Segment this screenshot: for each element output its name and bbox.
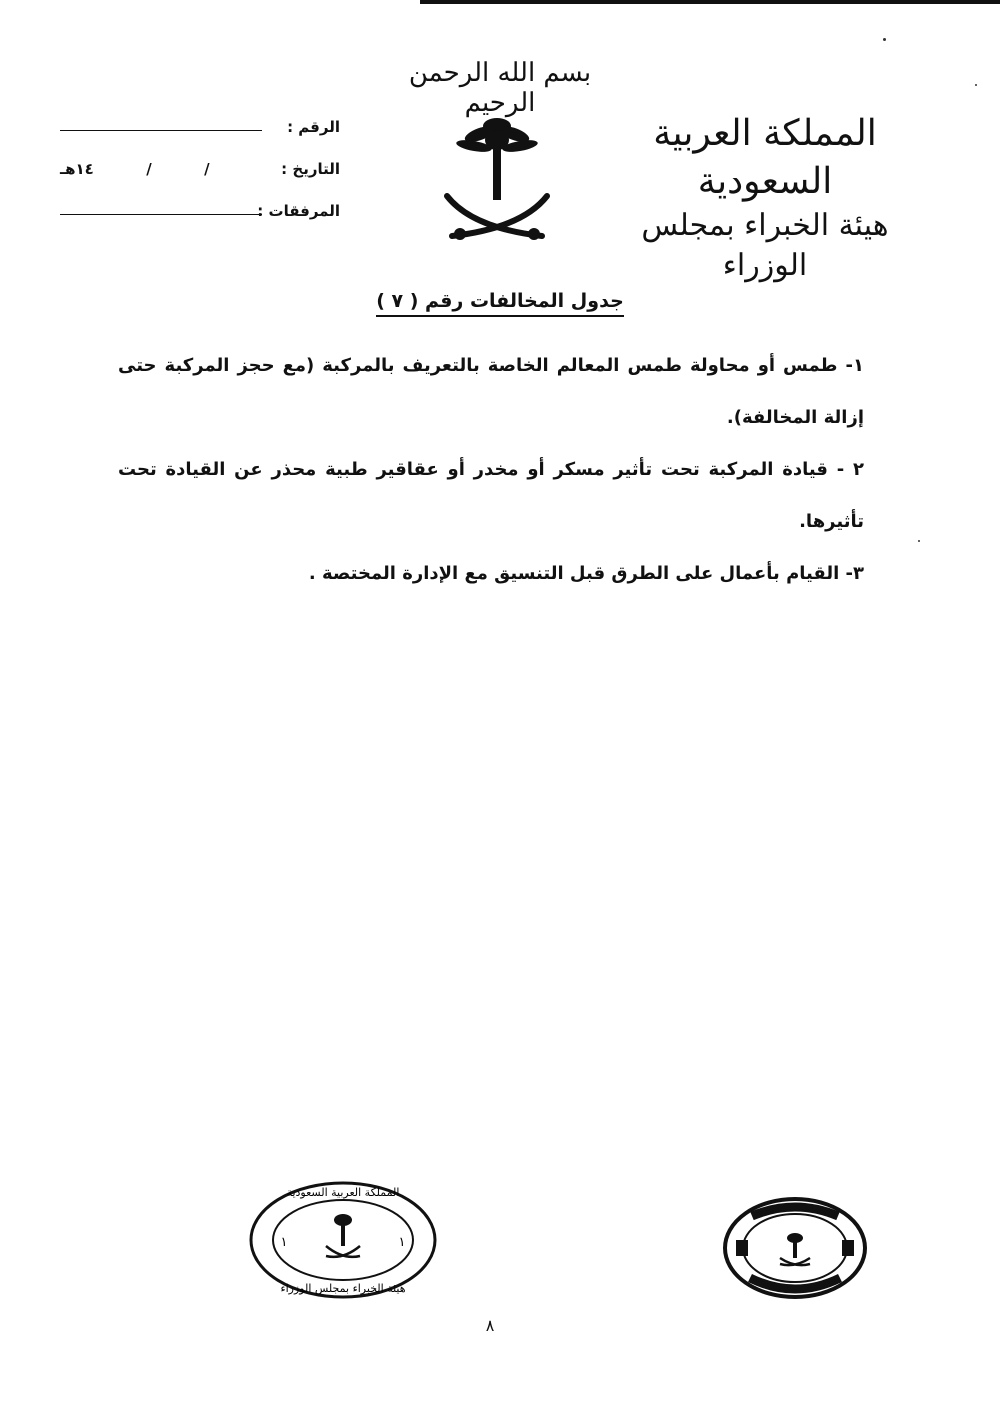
- violations-list: [118, 340, 864, 600]
- date-suffix: ١٤هـ: [60, 160, 94, 178]
- kingdom-name: المملكة العربية السعودية: [653, 113, 877, 202]
- saudi-emblem-icon: [432, 108, 562, 248]
- scan-speck: [918, 540, 920, 542]
- seal-number-left: ١: [280, 1235, 288, 1250]
- date-field: [60, 160, 262, 178]
- ref-row: [60, 118, 340, 160]
- seal-bottom-text: هيئة الخبراء بمجلس الوزراء: [280, 1282, 406, 1295]
- ref-label: الرقم :: [287, 118, 340, 136]
- attachments-line: [60, 214, 262, 215]
- date-row: [60, 160, 340, 202]
- seal-number-right: ١: [398, 1235, 406, 1250]
- seal-top-text: المملكة العربية السعودية: [286, 1186, 400, 1199]
- scan-speck: [883, 38, 886, 41]
- page-number: ٨: [485, 1316, 495, 1335]
- attachments-row: [60, 202, 340, 244]
- basmala: بسم الله الرحمن الرحيم: [408, 58, 592, 118]
- document-title: جدول المخالفات رقم ( ٧ ): [300, 290, 700, 312]
- list-item: ٢ - قيادة المركبة تحت تأثير مسكر أو مخدر أو عقاقير طبية محذر عن القيادة تحت تأثيرها.: [118, 459, 864, 532]
- date-label: التاريخ :: [281, 160, 340, 178]
- ink-stamp-icon: [722, 1196, 868, 1300]
- date-separator: /: [146, 160, 152, 178]
- reference-block: [60, 118, 340, 244]
- list-item: ٣- القيام بأعمال على الطرق قبل التنسيق مع الإدارة المختصة .: [308, 563, 864, 584]
- date-separator: /: [204, 160, 210, 178]
- ref-line: [60, 130, 262, 131]
- top-rule: [420, 0, 1000, 4]
- scan-speck: [975, 84, 977, 86]
- list-item: ١- طمس أو محاولة طمس المعالم الخاصة بالتعريف بالمركبة (مع حجز المركبة حتى إزالة المخالفة).: [118, 355, 864, 428]
- letterhead: [600, 110, 930, 286]
- official-seal-icon: [248, 1180, 438, 1300]
- authority-name: هيئة الخبراء بمجلس الوزراء: [641, 208, 889, 283]
- attachments-label: المرفقات :: [257, 202, 340, 220]
